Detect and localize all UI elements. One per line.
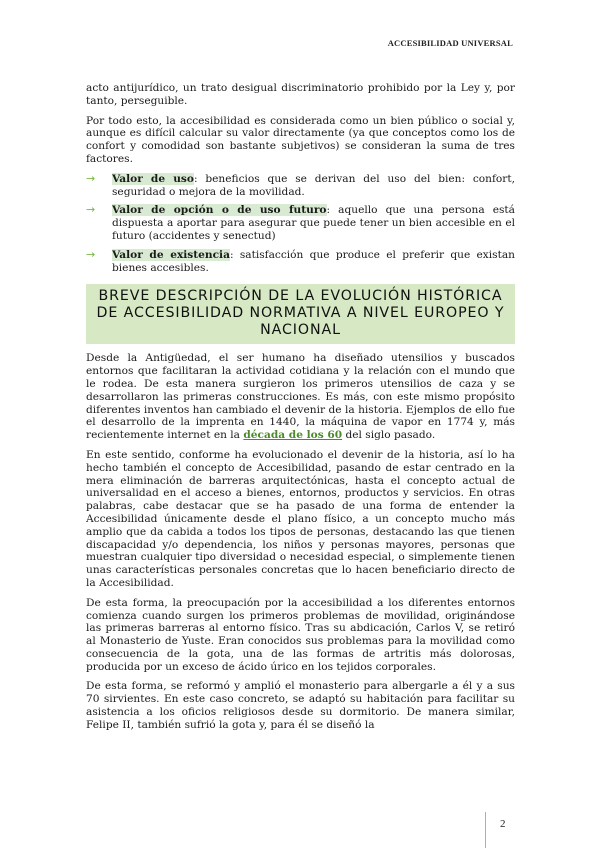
section-heading-box: [86, 284, 515, 344]
bullet-text: : aquello que una persona está dispuesta a aportar para asegurar que puede tener un bien accesible en el futuro (accidentes y senectud): [112, 204, 515, 242]
intro-paragraph-1: acto antijurídico, un trato desigual discriminatorio prohibido por la Ley y, por tanto, perseguible.: [86, 82, 515, 107]
arrow-bullet-icon: →: [86, 171, 96, 185]
page-number: 2: [500, 818, 506, 830]
body-paragraph-2: En este sentido, conforme ha evolucionado el devenir de la historia, así lo ha hecho también el concepto de Accesibilidad, pasando de estar centrado en la mera eliminación de barreras arquitectónicas, hasta el concepto actual de universalidad en el acceso a bienes, entornos, productos y servicios. En otras palabras, cabe destacar que se ha pasado de una forma de entender la Accesibilidad únicamente desde el plano físico, a un concepto mucho más amplio que da cabida a todos los tipos de personas, destacando las que tienen discapacidad y/o dependencia, los niños y personas mayores, personas que muestran cualquier tipo diversidad o necesidad especial, o simplemente tienen unas características personales concretas que lo hacen beneficiario directo de la Accesibilidad.: [86, 448, 515, 589]
list-item: [86, 173, 515, 199]
footer-divider: [485, 812, 486, 848]
decade-link[interactable]: década de los 60: [243, 429, 343, 442]
arrow-bullet-icon: →: [86, 203, 96, 217]
page-content: [86, 82, 515, 739]
bullet-text: : satisfacción que produce el preferir que existan bienes accesibles.: [112, 248, 515, 274]
running-header: ACCESIBILIDAD UNIVERSAL: [387, 38, 513, 48]
body-paragraph-3: De esta forma, la preocupación por la accesibilidad a los diferentes entornos comienza cuando surgen los primeros problemas de movilidad, originándose las primeras barreras al entorno físico. Tras su abdicación, Carlos V, se retiró al Monasterio de Yuste. Eran conocidos sus problemas para la movilidad como consecuencia de la gota, una de las formas de artritis más dolorosas, producida por un exceso de ácido úrico en los tejidos corporales.: [86, 596, 515, 673]
body-text: Desde la Antigüedad, el ser humano ha diseñado utensilios y buscados entornos que facilitaran la actividad cotidiana y la relación con el mundo que le rodea. De esta manera surgieron los primeros utensilios de caza y se desarrollaron las primeras construcciones. Es más, con este mismo propósito diferentes inventos han cambiado el devenir de la historia. Ejemplos de ello fue el desarrollo de la imprenta en 1440, la máquina de vapor en 1774 y, más recientemente internet en la: [86, 352, 515, 442]
intro-paragraph-2: Por todo esto, la accesibilidad es considerada como un bien público o social y, aunque es difícil calcular su valor directamente (ya que conceptos como los de confort y comodidad son bastante subjetivos) se consideran la suma de tres factores.: [86, 114, 515, 165]
bullet-term: Valor de opción o de uso futuro: [112, 204, 327, 217]
section-heading: BREVE DESCRIPCIÓN DE LA EVOLUCIÓN HISTÓRICA DE ACCESIBILIDAD NORMATIVA A NIVEL EUROPEO Y NACIONAL: [96, 288, 505, 339]
value-factors-list: [86, 173, 515, 275]
body-paragraph-1: [86, 352, 515, 442]
arrow-bullet-icon: →: [86, 247, 96, 261]
bullet-text: : beneficios que se derivan del uso del bien: confort, seguridad o mejora de la movilidad.: [112, 172, 515, 198]
bullet-term: Valor de existencia: [112, 248, 230, 261]
bullet-term: Valor de uso: [112, 172, 194, 185]
body-paragraph-4: De esta forma, se reformó y amplió el monasterio para albergarle a él y a sus 70 sirvientes. En este caso concreto, se adaptó su habitación para facilitar su asistencia a los oficios religiosos desde su dormitorio. De manera similar, Felipe II, también sufrió la gota y, para él se diseñó la: [86, 680, 515, 731]
list-item: [86, 204, 515, 242]
list-item: [86, 249, 515, 275]
body-text: del siglo pasado.: [342, 429, 436, 442]
